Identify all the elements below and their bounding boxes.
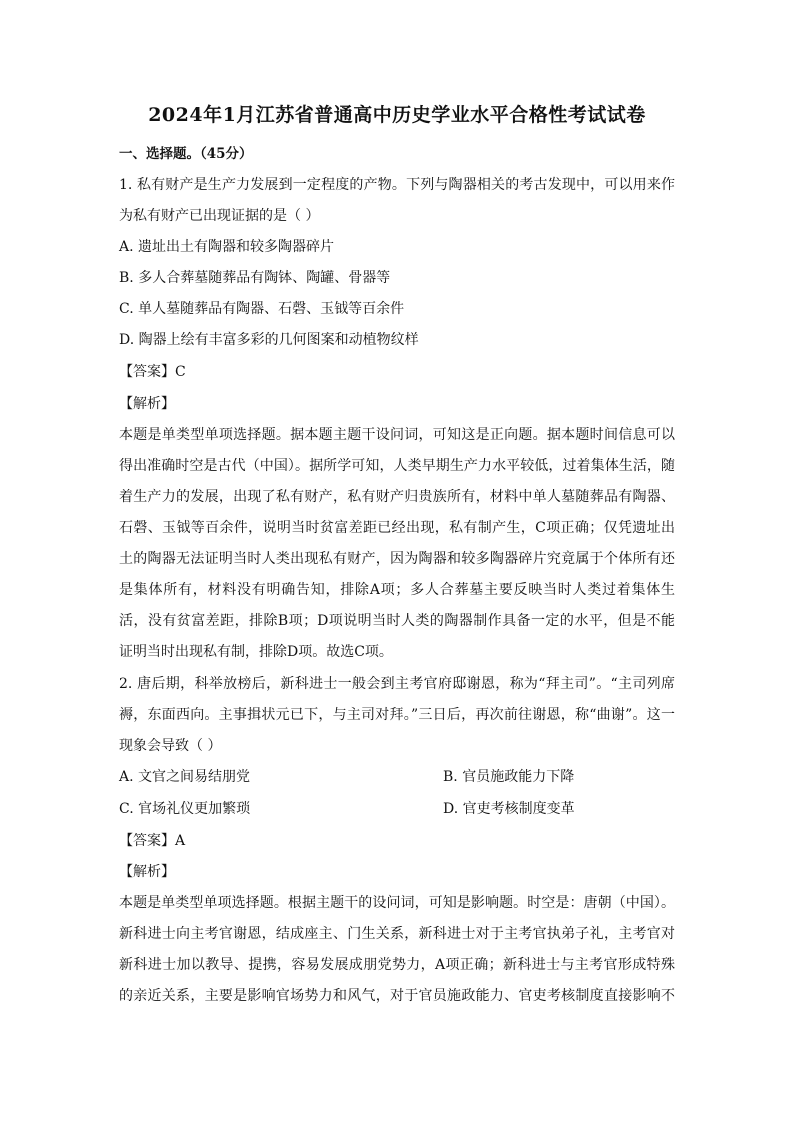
q1-analysis-label: 【解析】	[119, 396, 175, 412]
q1-stem-line-1: 1. 私有财产是生产力发展到一定程度的产物。下列与陶器相关的考古发现中，可以用来作	[119, 177, 675, 193]
q2-stem-line: 2. 唐后期，科举放榜后，新科进士一般会到主考官府邸谢恩，称为“拜主司”。“主司列席	[119, 676, 675, 692]
q2-option-a: A. 文官之间易结朋党	[119, 769, 251, 785]
q1-option-b: B. 多人合葬墓随葬品有陶钵、陶罐、骨器等	[119, 270, 391, 286]
q2-answer: 【答案】A	[119, 833, 186, 849]
section-heading: 一、选择题。（45分）	[119, 146, 253, 162]
document-title: 2024年1月江苏省普通高中历史学业水平合格性考试试卷	[148, 104, 646, 126]
q2-stem-line: 现象会导致（ ）	[119, 738, 222, 754]
q2-analysis-line: 的亲近关系，主要是影响官场势力和风气，对于官员施政能力、官吏考核制度直接影响不	[119, 988, 675, 1004]
q1-analysis-line: 是集体所有，材料没有明确告知，排除A项；多人合葬墓主要反映当时人类过着集体生	[119, 582, 675, 598]
q1-option-c: C. 单人墓随葬品有陶器、石磬、玉钺等百余件	[119, 301, 405, 317]
q2-analysis-label: 【解析】	[119, 864, 175, 880]
q1-analysis-line: 证明当时出现私有制，排除D项。故选C项。	[119, 644, 393, 660]
q1-analysis-line: 得出准确时空是古代（中国）。据所学可知，人类早期生产力水平较低，过着集体生活，随	[119, 458, 675, 474]
q1-option-d: D. 陶器上绘有丰富多彩的几何图案和动植物纹样	[119, 332, 419, 348]
q1-analysis-line: 本题是单类型单项选择题。据本题主题干设问词，可知这是正向题。据本题时间信息可以	[119, 427, 675, 443]
q1-stem-line-2: 为私有财产已出现证据的是（ ）	[119, 208, 320, 224]
q2-stem-line: 褥，东面西向。主事揖状元已下，与主司对拜。”三日后，再次前往谢恩，称“曲谢”。这一	[119, 707, 675, 723]
q1-analysis-line: 土的陶器无法证明当时人类出现私有财产，因为陶器和较多陶器碎片究竟属于个体所有还	[119, 551, 675, 567]
q2-option-b: B. 官员施政能力下降	[443, 769, 575, 785]
q1-analysis-line: 石磬、玉钺等百余件，说明当时贫富差距已经出现，私有制产生，C项正确；仅凭遗址出	[119, 520, 675, 536]
q1-analysis-line: 着生产力的发展，出现了私有财产，私有财产归贵族所有，材料中单人墓随葬品有陶器、	[119, 489, 675, 505]
q1-answer: 【答案】C	[119, 364, 186, 380]
q1-analysis-line: 活，没有贫富差距，排除B项；D项说明当时人类的陶器制作具备一定的水平，但是不能	[119, 613, 675, 629]
q2-analysis-line: 新科进士加以教导、提携，容易发展成朋党势力，A项正确；新科进士与主考官形成特殊	[119, 957, 675, 973]
q2-option-c: C. 官场礼仪更加繁琐	[119, 801, 251, 817]
q2-analysis-line: 本题是单类型单项选择题。根据主题干的设问词，可知是影响题。时空是：唐朝（中国）。	[119, 895, 675, 911]
q2-analysis-line: 新科进士向主考官谢恩，结成座主、门生关系，新科进士对于主考官执弟子礼，主考官对	[119, 926, 675, 942]
q1-option-a: A. 遗址出土有陶器和较多陶器碎片	[119, 239, 335, 255]
q2-option-d: D. 官吏考核制度变革	[443, 801, 575, 817]
